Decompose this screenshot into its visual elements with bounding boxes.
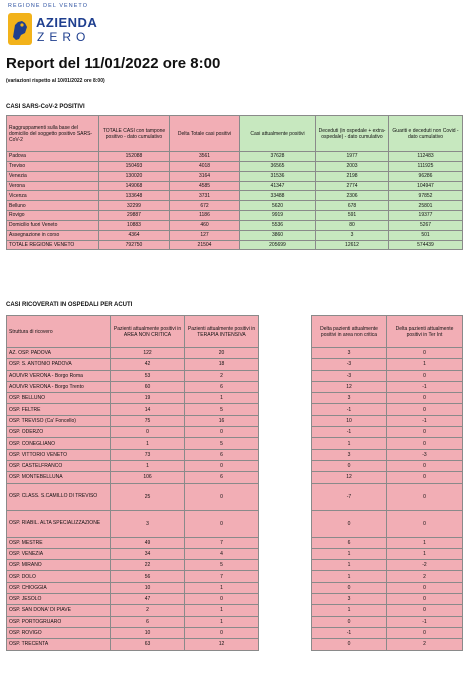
table-row xyxy=(7,201,463,211)
table-row xyxy=(7,560,259,571)
table-cell: -1 xyxy=(312,404,387,415)
logo-name-top: AZIENDA xyxy=(36,15,98,30)
table-row xyxy=(7,616,259,627)
table-cell: -1 xyxy=(312,627,387,638)
table-cell: OSP. MONTEBELLUNA xyxy=(7,472,111,483)
table-cell: OSP. S. ANTONIO PADOVA xyxy=(7,359,111,370)
header-cell: Deceduti (in ospedale + extra-ospedale) - dato cumulativo xyxy=(316,116,389,152)
table-cell: OSP. TRECENTA xyxy=(7,639,111,650)
table-cell: OSP. RIABIL. ALTA SPECIALIZZAZIONE xyxy=(7,510,111,537)
table-cell: 18 xyxy=(185,359,259,370)
table-cell: OSP. MIRANO xyxy=(7,560,111,571)
table-cell: 5 xyxy=(185,438,259,449)
table-row xyxy=(312,370,463,381)
hospitalized-cases-heading: CASI RICOVERATI IN OSPEDALI PER ACUTI xyxy=(6,302,133,308)
table-row xyxy=(7,152,463,162)
table-cell: 3164 xyxy=(170,171,240,181)
table-cell: OSP. ROVIGO xyxy=(7,627,111,638)
table-cell: 5536 xyxy=(240,220,316,230)
table-cell: 7 xyxy=(185,571,259,582)
table-cell: 73 xyxy=(111,449,185,460)
table-row xyxy=(7,510,259,537)
table-row xyxy=(7,161,463,171)
table-cell: 2774 xyxy=(316,181,389,191)
table-row xyxy=(312,627,463,638)
table-cell: 97852 xyxy=(389,191,463,201)
table-cell: OSP. PORTOGRUARO xyxy=(7,616,111,627)
table-row xyxy=(312,359,463,370)
table-cell: OSP. ODERZO xyxy=(7,427,111,438)
table-cell: 1 xyxy=(312,571,387,582)
table-cell: 792750 xyxy=(99,240,170,250)
table-row xyxy=(7,472,259,483)
table-cell: 678 xyxy=(316,201,389,211)
table-cell: AOUIVR VERONA - Borgo Roma xyxy=(7,370,111,381)
table-cell: 19377 xyxy=(389,211,463,221)
table-row xyxy=(312,449,463,460)
table-row xyxy=(7,594,259,605)
table-cell: 0 xyxy=(312,460,387,471)
table-cell: 0 xyxy=(387,594,463,605)
table-cell: 10 xyxy=(312,415,387,426)
table-cell: 4 xyxy=(185,548,259,559)
table-cell: 152088 xyxy=(99,152,170,162)
positive-cases-table xyxy=(6,115,463,250)
table-cell: OSP. JESOLO xyxy=(7,594,111,605)
table-row xyxy=(312,639,463,650)
table-cell: OSP. FELTRE xyxy=(7,404,111,415)
table-cell: AOUIVR VERONA - Borgo Trento xyxy=(7,381,111,392)
header-cell: Casi attualmente positivi xyxy=(240,116,316,152)
table-cell: 2003 xyxy=(316,161,389,171)
table-row xyxy=(7,370,259,381)
table-row xyxy=(312,348,463,359)
table-cell: 1 xyxy=(312,560,387,571)
table-cell: -1 xyxy=(387,381,463,392)
table-cell: 106 xyxy=(111,472,185,483)
table-row xyxy=(7,548,259,559)
hospitalized-delta-table xyxy=(311,315,463,651)
table-cell: 14 xyxy=(111,404,185,415)
table-cell: 96286 xyxy=(389,171,463,181)
table-row xyxy=(7,220,463,230)
table-cell: 31536 xyxy=(240,171,316,181)
table-cell: OSP. SAN DONA' DI PIAVE xyxy=(7,605,111,616)
table-cell: 0 xyxy=(387,472,463,483)
table-cell: 1 xyxy=(312,438,387,449)
table-cell: 75 xyxy=(111,415,185,426)
table-cell: 6 xyxy=(185,472,259,483)
page-title: Report del 11/01/2022 ore 8:00 xyxy=(6,55,221,72)
table-cell: -1 xyxy=(387,616,463,627)
table-row xyxy=(312,548,463,559)
table-cell: 0 xyxy=(387,427,463,438)
table-cell: 12 xyxy=(185,639,259,650)
table-cell: 0 xyxy=(387,605,463,616)
table-row xyxy=(7,191,463,201)
table-cell: 47 xyxy=(111,594,185,605)
table-cell: 0 xyxy=(185,594,259,605)
table-cell: 42 xyxy=(111,359,185,370)
table-row xyxy=(7,171,463,181)
table-cell: 32299 xyxy=(99,201,170,211)
table-cell: 6 xyxy=(185,449,259,460)
table-row xyxy=(312,438,463,449)
table-cell: 591 xyxy=(316,211,389,221)
table-cell: OSP. CLASS. S.CAMILLO DI TREVISO xyxy=(7,483,111,510)
table-cell: OSP. CHIOGGIA xyxy=(7,582,111,593)
table-row xyxy=(7,627,259,638)
table-cell: 56 xyxy=(111,571,185,582)
table-row xyxy=(312,537,463,548)
table-cell: -2 xyxy=(387,560,463,571)
table-row xyxy=(312,415,463,426)
table-cell: -3 xyxy=(312,359,387,370)
table-cell: 10883 xyxy=(99,220,170,230)
table-cell: OSP. TREVISO (Ca' Foncello) xyxy=(7,415,111,426)
table-cell: 12 xyxy=(312,472,387,483)
table-cell: 6 xyxy=(111,616,185,627)
table-cell: 37628 xyxy=(240,152,316,162)
table-row xyxy=(7,438,259,449)
azienda-zero-logo xyxy=(6,3,146,49)
table-row xyxy=(312,393,463,404)
table-cell: 5 xyxy=(185,560,259,571)
table-cell: 7 xyxy=(185,537,259,548)
table-cell: 0 xyxy=(185,427,259,438)
table-cell: 0 xyxy=(312,639,387,650)
header-cell: Struttura di ricovero xyxy=(7,316,111,348)
table-cell: 3 xyxy=(312,449,387,460)
table-row xyxy=(7,381,259,392)
table-cell: 150493 xyxy=(99,161,170,171)
table-cell: 2198 xyxy=(316,171,389,181)
table-row xyxy=(312,460,463,471)
table-cell: Belluno xyxy=(7,201,99,211)
table-cell: 2 xyxy=(111,605,185,616)
logo-name-bottom: ZERO xyxy=(37,30,91,44)
table-cell: 3 xyxy=(316,230,389,240)
table-row xyxy=(7,537,259,548)
table-cell: 1 xyxy=(387,359,463,370)
table-row xyxy=(312,427,463,438)
positive-cases-header-row xyxy=(7,116,463,152)
table-cell: 1977 xyxy=(316,152,389,162)
table-cell: 6 xyxy=(312,537,387,548)
table-cell: -1 xyxy=(387,415,463,426)
header-cell: Delta Totale casi positivi xyxy=(170,116,240,152)
table-cell: 0 xyxy=(387,404,463,415)
table-cell: OSP. VITTORIO VENETO xyxy=(7,449,111,460)
table-cell: Venezia xyxy=(7,171,99,181)
table-cell: 2 xyxy=(185,370,259,381)
table-cell: 21504 xyxy=(170,240,240,250)
table-cell: 41347 xyxy=(240,181,316,191)
table-cell: -3 xyxy=(312,370,387,381)
table-cell: 501 xyxy=(389,230,463,240)
table-row xyxy=(7,460,259,471)
table-cell: 36565 xyxy=(240,161,316,171)
table-row xyxy=(7,605,259,616)
table-cell: 0 xyxy=(185,483,259,510)
table-cell: Padova xyxy=(7,152,99,162)
table-cell: 104947 xyxy=(389,181,463,191)
table-row xyxy=(312,594,463,605)
table-cell: 33488 xyxy=(240,191,316,201)
table-cell: 122 xyxy=(111,348,185,359)
table-cell: 1186 xyxy=(170,211,240,221)
table-cell: 460 xyxy=(170,220,240,230)
table-cell: OSP. BELLUNO xyxy=(7,393,111,404)
table-cell: 1 xyxy=(185,616,259,627)
table-cell: 25 xyxy=(111,483,185,510)
table-cell: 1 xyxy=(312,548,387,559)
lion-emblem-icon xyxy=(8,13,32,45)
table-cell: Treviso xyxy=(7,161,99,171)
table-cell: 9919 xyxy=(240,211,316,221)
table-cell: AZ. OSP. PADOVA xyxy=(7,348,111,359)
table-row xyxy=(7,393,259,404)
table-cell: 0 xyxy=(185,460,259,471)
table-row xyxy=(312,582,463,593)
table-cell: 5 xyxy=(185,404,259,415)
table-cell: 1 xyxy=(111,460,185,471)
table-cell: 574439 xyxy=(389,240,463,250)
table-cell: 3 xyxy=(111,510,185,537)
region-label: REGIONE DEL VENETO xyxy=(8,3,89,9)
table-cell: 34 xyxy=(111,548,185,559)
table-row xyxy=(7,404,259,415)
table-cell: 12612 xyxy=(316,240,389,250)
table-cell: 205699 xyxy=(240,240,316,250)
header-cell: Raggruppamenti sulla base del domicilio del soggetto positivo SARS-CoV-2 xyxy=(7,116,99,152)
page-subtitle: (variazioni rispetto al 10/01/2022 ore 8:00) xyxy=(6,78,105,84)
positive-cases-heading: CASI SARS-CoV-2 POSITIVI xyxy=(6,104,85,110)
table-cell: 0 xyxy=(387,627,463,638)
table-cell: 16 xyxy=(185,415,259,426)
table-row xyxy=(7,483,259,510)
table-cell: 19 xyxy=(111,393,185,404)
table-cell: 2 xyxy=(387,639,463,650)
table-cell: 0 xyxy=(312,510,387,537)
table-row xyxy=(312,616,463,627)
hospitalized-table xyxy=(6,315,259,651)
table-cell: 2306 xyxy=(316,191,389,201)
table-cell: OSP. MESTRE xyxy=(7,537,111,548)
table-row xyxy=(312,571,463,582)
table-cell: OSP. DOLO xyxy=(7,571,111,582)
table-row xyxy=(7,240,463,250)
table-cell: OSP. VENEZIA xyxy=(7,548,111,559)
table-row xyxy=(7,639,259,650)
table-cell: Domicilio fuori Veneto xyxy=(7,220,99,230)
table-cell: 5620 xyxy=(240,201,316,211)
header-cell: Delta pazienti attualmente positivi in area non critica xyxy=(312,316,387,348)
table-cell: 10 xyxy=(111,582,185,593)
table-cell: Vicenza xyxy=(7,191,99,201)
delta-header-row xyxy=(312,316,463,348)
table-cell: 3 xyxy=(312,594,387,605)
table-row xyxy=(312,404,463,415)
table-row xyxy=(7,181,463,191)
table-cell: 12 xyxy=(312,381,387,392)
table-cell: TOTALE REGIONE VENETO xyxy=(7,240,99,250)
table-row xyxy=(7,415,259,426)
table-cell: 0 xyxy=(387,483,463,510)
table-row xyxy=(312,483,463,510)
table-row xyxy=(312,510,463,537)
table-cell: 1 xyxy=(111,438,185,449)
table-cell: 0 xyxy=(387,510,463,537)
header-cell: Delta pazienti attualmente positivi in Ter Int xyxy=(387,316,463,348)
table-cell: 1 xyxy=(387,548,463,559)
table-row xyxy=(7,571,259,582)
table-cell: 6 xyxy=(185,381,259,392)
table-cell: -1 xyxy=(312,427,387,438)
table-cell: 53 xyxy=(111,370,185,381)
table-cell: 127 xyxy=(170,230,240,240)
table-row xyxy=(7,359,259,370)
table-cell: 0 xyxy=(387,370,463,381)
table-cell: 112483 xyxy=(389,152,463,162)
table-cell: -7 xyxy=(312,483,387,510)
table-cell: 3860 xyxy=(240,230,316,240)
table-cell: 3 xyxy=(312,348,387,359)
table-cell: 29887 xyxy=(99,211,170,221)
table-cell: 3561 xyxy=(170,152,240,162)
header-cell: TOTALE CASI con tampone positivo - dato cumulativo xyxy=(99,116,170,152)
table-row xyxy=(7,449,259,460)
table-cell: OSP. CASTELFRANCO xyxy=(7,460,111,471)
table-cell: Assegnazione in corso xyxy=(7,230,99,240)
table-cell: 1 xyxy=(185,393,259,404)
table-cell: 672 xyxy=(170,201,240,211)
table-cell: 0 xyxy=(312,616,387,627)
table-cell: 111925 xyxy=(389,161,463,171)
table-cell: 133648 xyxy=(99,191,170,201)
table-cell: 4018 xyxy=(170,161,240,171)
table-cell: 0 xyxy=(387,582,463,593)
table-row xyxy=(312,472,463,483)
table-cell: 0 xyxy=(387,348,463,359)
table-cell: 5267 xyxy=(389,220,463,230)
table-cell: 0 xyxy=(387,460,463,471)
table-cell: 130020 xyxy=(99,171,170,181)
table-cell: 0 xyxy=(111,427,185,438)
table-cell: 20 xyxy=(185,348,259,359)
header-cell: Pazienti attualmente positivi in AREA NON CRITICA xyxy=(111,316,185,348)
table-cell: 63 xyxy=(111,639,185,650)
table-cell: 1 xyxy=(185,605,259,616)
table-cell: -3 xyxy=(387,449,463,460)
table-cell: 149068 xyxy=(99,181,170,191)
header-cell: Guariti e deceduti non Covid - dato cumulativo xyxy=(389,116,463,152)
table-cell: OSP. CONEGLIANO xyxy=(7,438,111,449)
table-cell: 49 xyxy=(111,537,185,548)
table-row xyxy=(312,381,463,392)
table-cell: 0 xyxy=(312,582,387,593)
table-cell: 10 xyxy=(111,627,185,638)
table-cell: 3731 xyxy=(170,191,240,201)
table-cell: 25801 xyxy=(389,201,463,211)
table-cell: 1 xyxy=(312,605,387,616)
table-cell: 4585 xyxy=(170,181,240,191)
table-cell: 60 xyxy=(111,381,185,392)
table-row xyxy=(312,605,463,616)
table-row xyxy=(7,230,463,240)
table-cell: Rovigo xyxy=(7,211,99,221)
table-cell: 1 xyxy=(185,582,259,593)
table-cell: 0 xyxy=(387,438,463,449)
table-cell: 22 xyxy=(111,560,185,571)
table-cell: 0 xyxy=(185,627,259,638)
table-row xyxy=(7,211,463,221)
table-cell: 1 xyxy=(387,537,463,548)
hospitalized-header-row xyxy=(7,316,259,348)
table-row xyxy=(312,560,463,571)
table-row xyxy=(7,427,259,438)
table-cell: 3 xyxy=(312,393,387,404)
table-cell: 4364 xyxy=(99,230,170,240)
table-cell: Verona xyxy=(7,181,99,191)
table-cell: 0 xyxy=(387,393,463,404)
table-row xyxy=(7,582,259,593)
table-cell: 0 xyxy=(185,510,259,537)
header-cell: Pazienti attualmente positivi in TERAPIA INTENSIVA xyxy=(185,316,259,348)
table-cell: 80 xyxy=(316,220,389,230)
table-row xyxy=(7,348,259,359)
table-cell: 2 xyxy=(387,571,463,582)
